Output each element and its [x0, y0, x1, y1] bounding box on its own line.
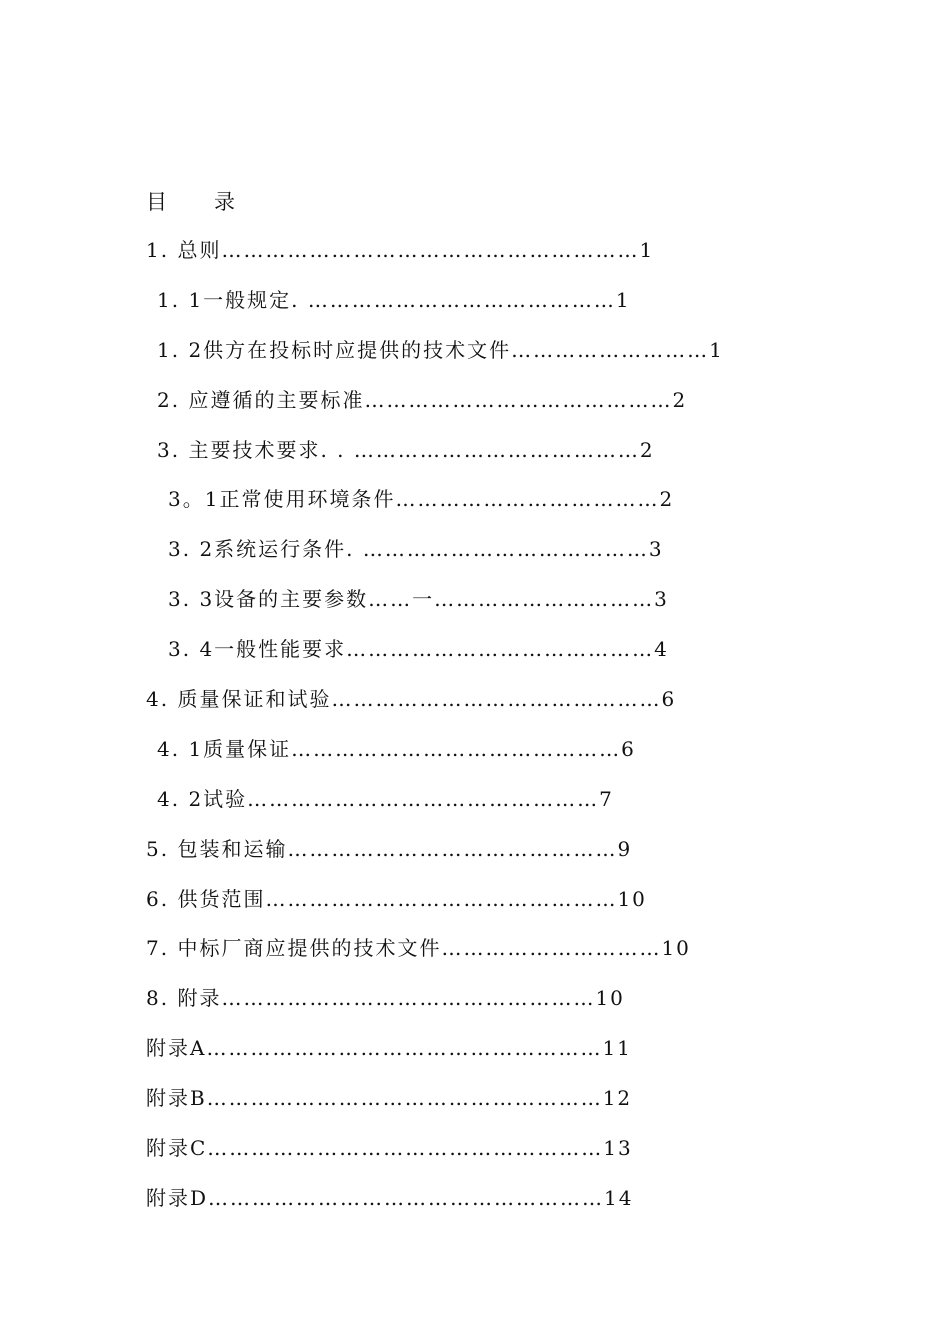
toc-entry-3: 3. 主要技术要求. . …………………………………2 [157, 437, 655, 462]
toc-entry-appendix-b: 附录B………………………………………………12 [146, 1086, 633, 1111]
toc-entry-appendix-d: 附录D………………………………………………14 [146, 1185, 634, 1210]
toc-entry-4-2: 4. 2试验…………………………………………7 [157, 786, 614, 811]
toc-entry-1-1: 1. 1一般规定. ……………………………………1 [157, 287, 631, 312]
toc-list [0, 236, 724, 1234]
toc-entry-7: 7. 中标厂商应提供的技术文件…………………………10 [146, 936, 691, 961]
toc-entry-3-1: 3。1正常使用环境条件………………………………2 [168, 487, 675, 512]
toc-entry-4-1: 4. 1质量保证………………………………………6 [157, 736, 636, 761]
toc-entry-appendix-c: 附录C………………………………………………13 [146, 1136, 633, 1161]
toc-entry-5: 5. 包装和运输………………………………………9 [146, 836, 633, 861]
toc-entry-3-3: 3. 3设备的主要参数……一…………………………3 [168, 587, 669, 612]
toc-entry-2: 2. 应遵循的主要标准……………………………………2 [157, 387, 688, 412]
toc-entry-4: 4. 质量保证和试验………………………………………6 [146, 687, 677, 712]
toc-entry-1: 1. 总则…………………………………………………1 [146, 238, 655, 262]
toc-entry-3-4: 3. 4一般性能要求……………………………………4 [168, 637, 669, 662]
toc-entry-8: 8. 附录……………………………………………10 [146, 986, 625, 1011]
toc-entry-1-2: 1. 2供方在投标时应提供的技术文件………………………1 [157, 337, 724, 362]
toc-entry-3-2: 3. 2系统运行条件. …………………………………3 [168, 537, 664, 562]
toc-entry-appendix-a: 附录A………………………………………………11 [146, 1036, 632, 1061]
toc-entry-6: 6. 供货范围…………………………………………10 [146, 886, 647, 911]
toc-title: 目 录 [146, 190, 237, 214]
